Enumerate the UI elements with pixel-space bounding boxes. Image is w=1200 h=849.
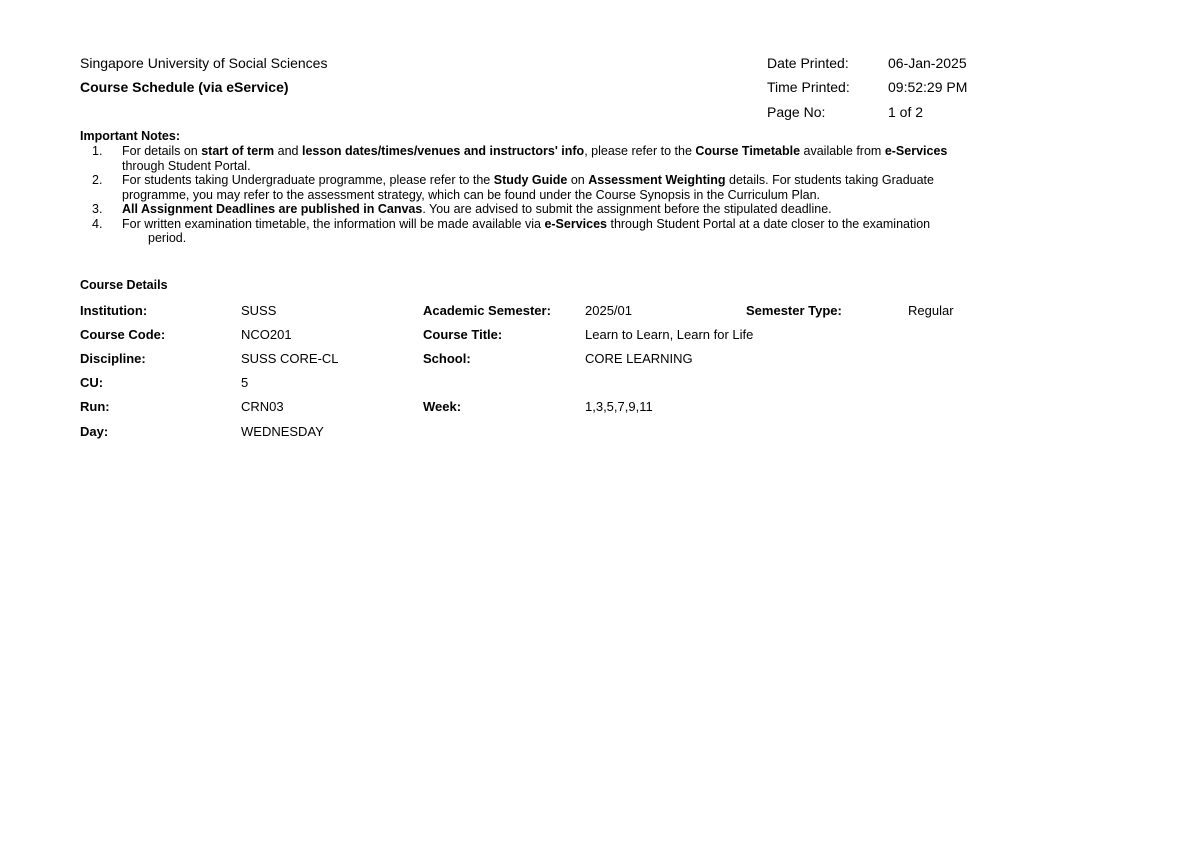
note-text-part: through Student Portal at a date closer to the examination	[607, 216, 931, 231]
note-bold-part: start of term	[201, 144, 275, 158]
note-number: 2.	[92, 173, 103, 187]
note-item-1	[80, 144, 1080, 173]
note-text-continued: programme, you may refer to the assessment strategy, which can be found under the Course Synopsis in the Curriculum Plan.	[122, 187, 821, 202]
note-text-part: available from	[800, 144, 885, 158]
cu-value: 5	[241, 375, 249, 390]
note-text-part: . You are advised to submit the assignment before the stipulated deadline.	[422, 202, 832, 216]
note-text	[122, 217, 1080, 232]
note-text-part: on	[567, 173, 589, 187]
course-title-value: Learn to Learn, Learn for Life	[585, 327, 754, 342]
institution-value: SUSS	[241, 303, 277, 318]
run-label: Run:	[80, 399, 110, 414]
run-value: CRN03	[241, 399, 284, 414]
course-title-label: Course Title:	[423, 327, 503, 342]
date-printed-value: 06-Jan-2025	[888, 55, 967, 71]
note-text	[122, 173, 1080, 188]
note-text	[122, 144, 1080, 159]
page-no-label: Page No:	[767, 104, 826, 120]
semester-type-label: Semester Type:	[746, 303, 842, 318]
time-printed-value: 09:52:29 PM	[888, 79, 968, 95]
note-number: 1.	[92, 144, 103, 158]
week-label: Week:	[423, 399, 462, 414]
note-text-part: , please refer to the	[584, 144, 696, 158]
school-value: CORE LEARNING	[585, 351, 693, 366]
day-label: Day:	[80, 424, 109, 439]
note-bold-part: Study Guide	[493, 173, 568, 187]
note-number: 3.	[92, 202, 103, 216]
discipline-label: Discipline:	[80, 351, 146, 366]
course-code-value: NCO201	[241, 327, 292, 342]
academic-semester-label: Academic Semester:	[423, 303, 551, 318]
note-text	[122, 202, 1080, 217]
note-bold-part: All Assignment Deadlines are published in Canvas	[122, 202, 423, 216]
institution-label: Institution:	[80, 303, 148, 318]
note-bold-part: Assessment Weighting	[588, 173, 726, 187]
note-number: 4.	[92, 216, 103, 231]
important-notes-list	[80, 144, 1080, 246]
note-bold-part: lesson dates/times/venues and instructors' info	[301, 144, 585, 158]
school-label: School:	[423, 351, 471, 366]
note-text-part: details. For students taking Graduate	[725, 173, 934, 187]
academic-semester-value: 2025/01	[585, 303, 632, 318]
note-bold-part: e-Services	[544, 216, 607, 231]
important-notes-heading: Important Notes:	[80, 129, 180, 143]
week-value: 1,3,5,7,9,11	[585, 399, 653, 414]
time-printed-label: Time Printed:	[767, 79, 850, 95]
date-printed-label: Date Printed:	[767, 55, 849, 71]
note-text-continued: through Student Portal.	[122, 158, 251, 173]
document-title: Course Schedule (via eService)	[80, 79, 289, 95]
discipline-value: SUSS CORE-CL	[241, 351, 339, 366]
cu-label: CU:	[80, 375, 104, 390]
note-item-2	[80, 173, 1080, 202]
day-value: WEDNESDAY	[241, 424, 324, 439]
note-bold-part: e-Services	[884, 144, 948, 158]
organization-name: Singapore University of Social Sciences	[80, 55, 328, 71]
course-details-heading: Course Details	[80, 278, 168, 292]
page-no-value: 1 of 2	[888, 104, 924, 120]
note-text-part: and	[274, 144, 302, 158]
note-text-part: For written examination timetable, the information will be made available via	[122, 216, 545, 231]
note-text-part: For details on	[122, 144, 202, 158]
note-bold-part: Course Timetable	[695, 144, 801, 158]
note-text-part: For students taking Undergraduate programme, please refer to the	[122, 173, 494, 187]
note-item-4	[80, 217, 1080, 246]
course-code-label: Course Code:	[80, 327, 166, 342]
note-text-continued: period.	[148, 231, 187, 245]
semester-type-value: Regular	[908, 303, 954, 318]
note-item-3	[80, 202, 1080, 217]
